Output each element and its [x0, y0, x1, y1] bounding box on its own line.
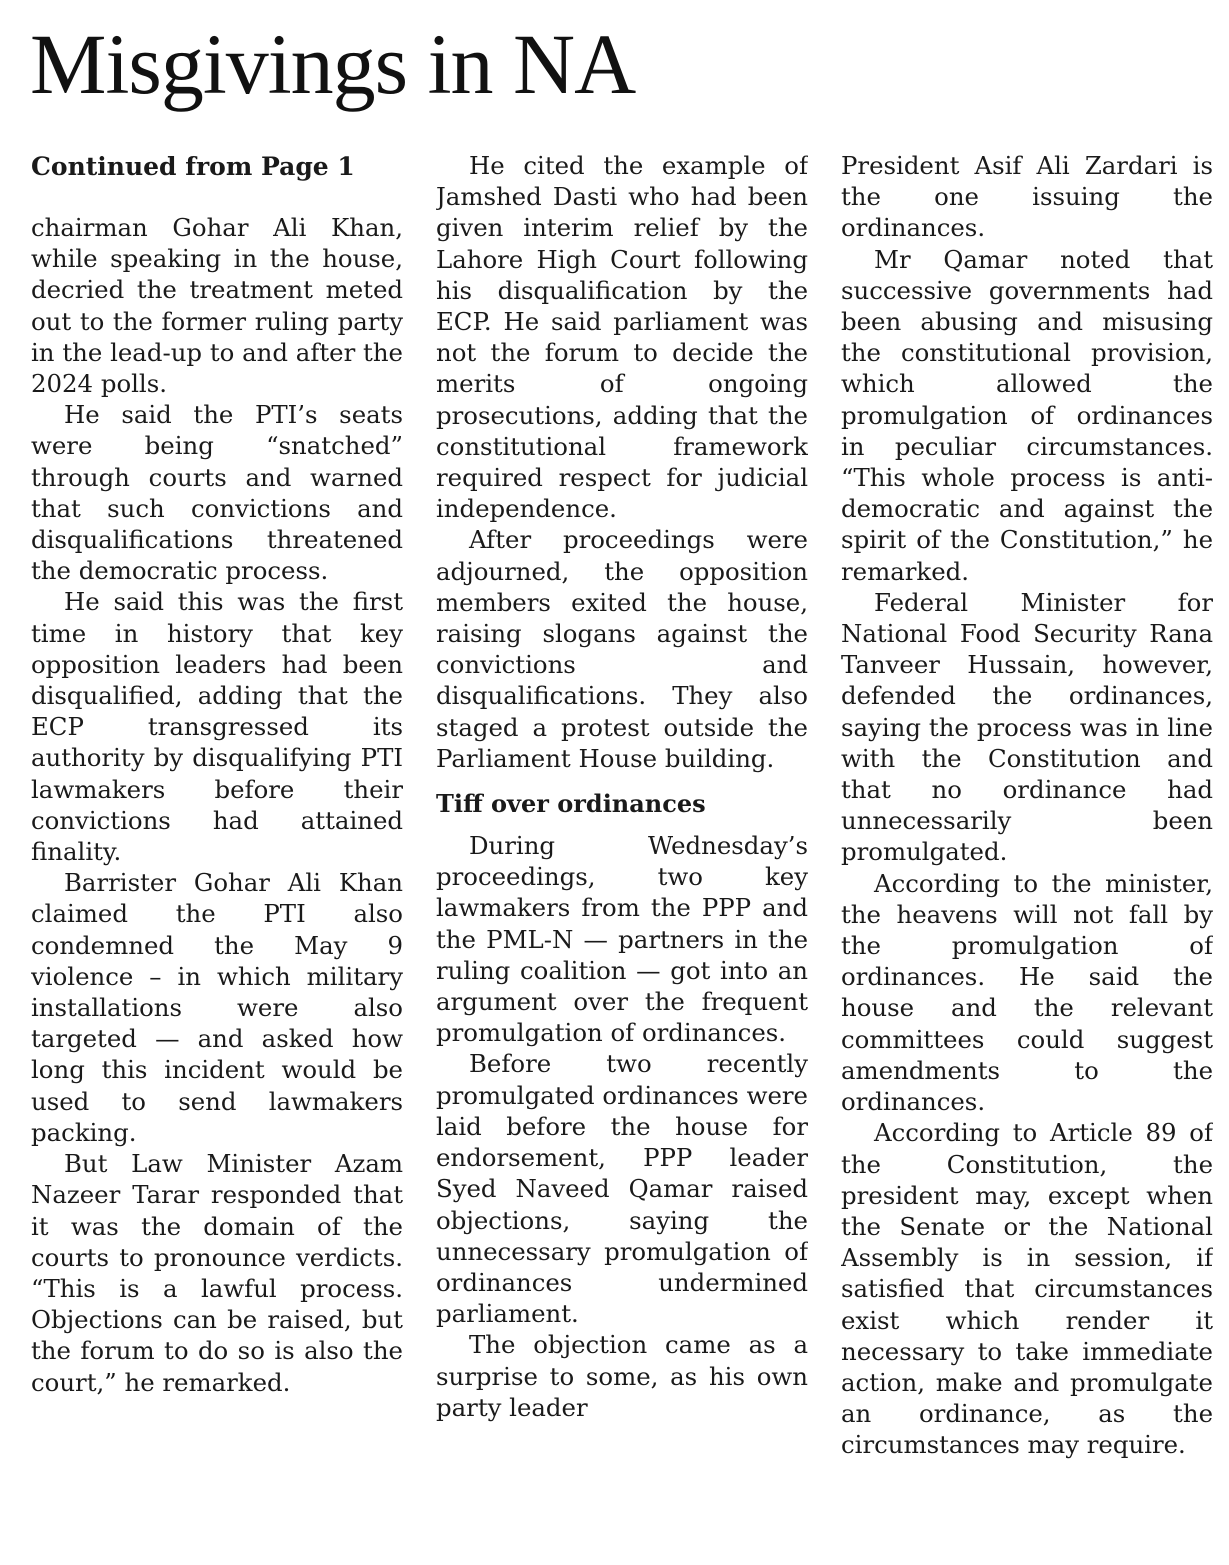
- article-paragraph: But Law Minister Azam Nazeer Tarar responded that it was the domain of the courts to pronounce verdicts. “This is a lawful process. Objections can be raised, but the forum to do so is also the court,” he remarked.: [31, 1149, 403, 1397]
- article-paragraph: The objection came as a surprise to some, as his own party leader: [436, 1330, 808, 1422]
- article-paragraph: After proceedings were adjourned, the opposition members exited the house, raising slogans against the convictions and disqualifications. They also staged a protest outside the Parliament House building.: [436, 525, 808, 773]
- article-paragraph: During Wednesday’s proceedings, two key lawmakers from the PPP and the PML-N — partners in the ruling coalition — got into an argument over the frequent promulgation of ordinances.: [436, 831, 808, 1048]
- article-column-2: [436, 150, 808, 1560]
- article-paragraph: Barrister Gohar Ali Khan claimed the PTI also condemned the May 9 violence – in which military installations were also targeted — and asked how long this incident would be used to send lawmakers packing.: [31, 868, 403, 1147]
- article-paragraph: He cited the example of Jamshed Dasti who had been given interim relief by the Lahore High Court following his disqualification by the ECP. He said parliament was not the forum to decide the merits of ongoing prosecutions, adding that the constitutional framework required respect for judicial independence.: [436, 151, 808, 524]
- article-paragraph: He said the PTI’s seats were being “snatched” through courts and warned that such convictions and disqualifications threatened the democratic process.: [31, 400, 403, 586]
- article-column-1: [31, 150, 403, 1560]
- article-paragraph: chairman Gohar Ali Khan, while speaking in the house, decried the treatment meted out to the former ruling party in the lead-up to and after the 2024 polls.: [31, 213, 403, 399]
- article-paragraph: He said this was the first time in history that key opposition leaders had been disqualified, adding that the ECP transgressed its authority by disqualifying PTI lawmakers before their convictions had attained finality.: [31, 587, 403, 867]
- article-paragraph: According to the minister, the heavens will not fall by the promulgation of ordinances. He said the house and the relevant committees could suggest amendments to the ordinances.: [841, 868, 1213, 1117]
- article-paragraph: President Asif Ali Zardari is the one issuing the ordinances.: [841, 151, 1213, 243]
- subheading: Tiff over ordinances: [436, 789, 706, 819]
- headline: Misgivings in NA: [30, 16, 636, 112]
- article-paragraph: According to Article 89 of the Constitution, the president may, except when the Senate or the National Assembly is in session, if satisfied that circumstances exist which render it necessary to take immediate action, make and promulgate an ordinance, as the circumstances may require.: [841, 1118, 1213, 1460]
- continued-from-label: Continued from Page 1: [31, 152, 355, 181]
- article-paragraph: Before two recently promulgated ordinances were laid before the house for endorsement, PPP leader Syed Naveed Qamar raised objections, saying the unnecessary promulgation of ordinances undermined parliament.: [436, 1049, 808, 1329]
- article-paragraph: Federal Minister for National Food Security Rana Tanveer Hussain, however, defended the ordinances, saying the process was in line with the Constitution and that no ordinance had unnecessarily been promulgated.: [841, 587, 1213, 867]
- article-column-3: [841, 150, 1213, 1560]
- article-paragraph: Mr Qamar noted that successive governments had been abusing and misusing the constitutional provision, which allowed the promulgation of ordinances in peculiar circumstances. “This whole process is anti-democratic and against the spirit of the Constitution,” he remarked.: [841, 244, 1213, 586]
